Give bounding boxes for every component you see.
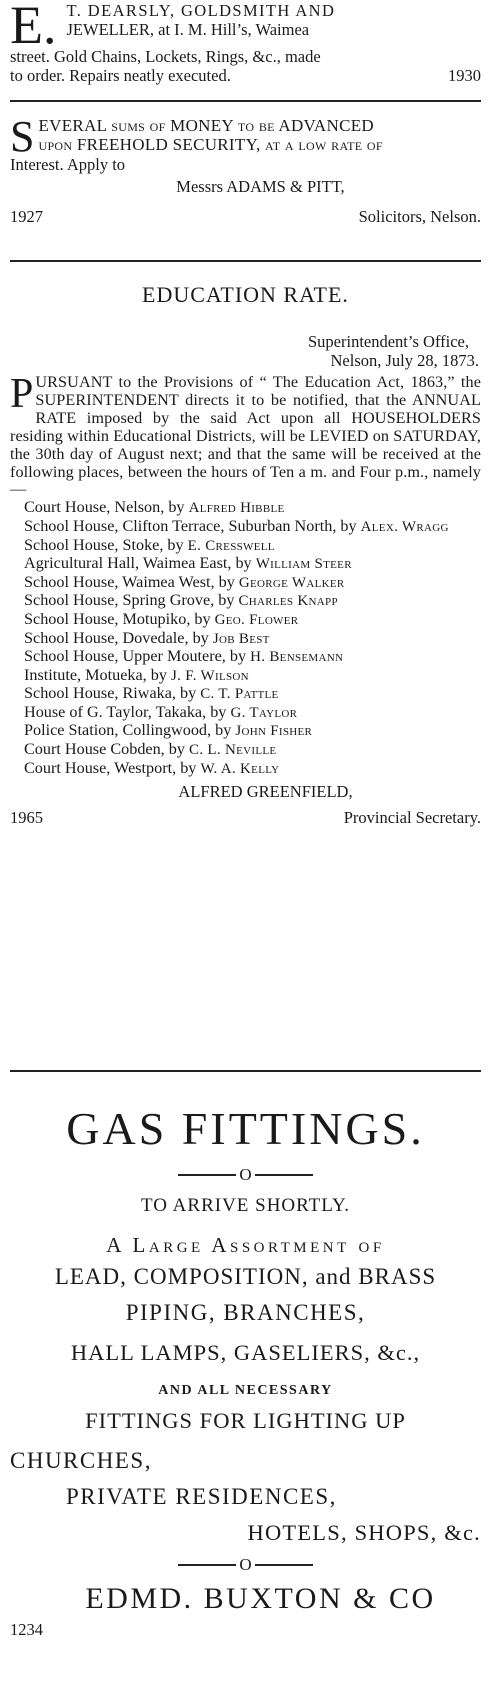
advert-line: street. Gold Chains, Lockets, Rings, &c., made: [10, 47, 321, 66]
ornament-divider: O: [10, 1164, 481, 1186]
advert-number: 1927: [10, 207, 43, 226]
gas-title: GAS FITTINGS.: [66, 1103, 425, 1154]
list-item: School House, Riwaka, by C. T. Pattle: [24, 684, 279, 703]
advert-number: 1234: [10, 1620, 43, 1639]
list-item: Police Station, Collingwood, by John Fisher: [24, 721, 313, 740]
advert-line: JEWELLER, at I. M. Hill’s, Waimea: [66, 19, 310, 39]
advert-dearsly: [10, 0, 481, 96]
notice-title: EDUCATION RATE.: [142, 282, 349, 307]
advert-role: Solicitors, Nelson.: [358, 207, 481, 226]
list-item: School House, Stoke, by E. Cresswell: [24, 535, 275, 554]
notice-date: Nelson, July 28, 1873.: [330, 351, 479, 370]
notice-office: Superintendent’s Office,: [308, 332, 469, 351]
drop-cap: E.: [10, 0, 57, 55]
advert-money: [10, 102, 481, 254]
gas-line-lead: LEAD, COMPOSITION, and BRASS: [54, 1264, 437, 1289]
gas-line-hotels: HOTELS, SHOPS, &c.: [247, 1520, 481, 1545]
advert-number: 1965: [10, 808, 43, 828]
list-item: Court House, Nelson, by Alfred Hibble: [24, 498, 285, 517]
list-item: School House, Dovedale, by Job Best: [24, 628, 270, 647]
notice-body: URSUANT to the Provisions of “ The Education Act, 1863,” the SUPERINTENDENT directs it to be notified, that the ANNUAL RATE imposed by the said Act upon all HOUSEHOLDERS residing within Educational Districts, will be LEVIED on SATURDAY, the 30th day of August next; and that the same will be received at the following places, between the hours of Ten a m. and Four p.m., namely—: [10, 373, 481, 499]
drop-cap: P: [10, 371, 34, 417]
advert-line: Interest. Apply to: [10, 155, 126, 174]
list-item: School House, Waimea West, by George Walker: [24, 572, 345, 591]
advert-number: 1930: [448, 65, 481, 85]
advert-gas-fittings: [10, 1080, 481, 1640]
advert-line: to order. Repairs neatly executed.: [10, 65, 231, 85]
advert-firm: Messrs ADAMS & PITT,: [176, 177, 345, 196]
list-item: School House, Spring Grove, by Charles Knapp: [24, 591, 338, 610]
collection-places: [10, 499, 481, 778]
gas-line-and: AND ALL NECESSARY: [158, 1383, 333, 1398]
gas-arrive: TO ARRIVE SHORTLY.: [140, 1195, 351, 1216]
list-item: Court House, Westport, by W. A. Kelly: [24, 758, 280, 777]
advert-education-rate: [10, 262, 481, 1082]
ornament-divider: O: [10, 1554, 481, 1576]
gas-merchant: EDMD. BUXTON & CO: [85, 1582, 436, 1615]
gas-line-churches: CHURCHES,: [10, 1448, 152, 1473]
advert-line: upon FREEHOLD SECURITY, at a low rate of: [38, 135, 383, 154]
gas-line-private: PRIVATE RESIDENCES,: [66, 1484, 337, 1509]
list-item: Court House Cobden, by C. L. Neville: [24, 740, 277, 759]
notice-signatory: ALFRED GREENFIELD,: [178, 782, 353, 802]
gas-assortment: A Large Assortment of: [106, 1233, 385, 1257]
advert-line: T. DEARSLY, GOLDSMITH AND: [66, 1, 336, 20]
notice-signatory-role: Provincial Secretary.: [343, 808, 481, 828]
list-item: School House, Clifton Terrace, Suburban North, by Alex. Wragg: [24, 516, 449, 535]
gas-line-fittings: FITTINGS FOR LIGHTING UP: [85, 1408, 406, 1433]
list-item: Agricultural Hall, Waimea East, by William Steer: [24, 554, 352, 573]
list-item: House of G. Taylor, Takaka, by G. Taylor: [24, 702, 298, 721]
list-item: School House, Motupiko, by Geo. Flower: [24, 609, 299, 628]
divider-rule: [10, 1070, 481, 1072]
advert-line: EVERAL sums of MONEY to be ADVANCED: [38, 116, 374, 135]
list-item: Institute, Motueka, by J. F. Wilson: [24, 665, 249, 684]
list-item: School House, Upper Moutere, by H. Bensemann: [24, 647, 344, 666]
gas-line-piping: PIPING, BRANCHES,: [125, 1300, 366, 1325]
gas-line-hall: HALL LAMPS, GASELIERS, &c.,: [70, 1340, 421, 1365]
drop-cap: S: [10, 112, 35, 161]
